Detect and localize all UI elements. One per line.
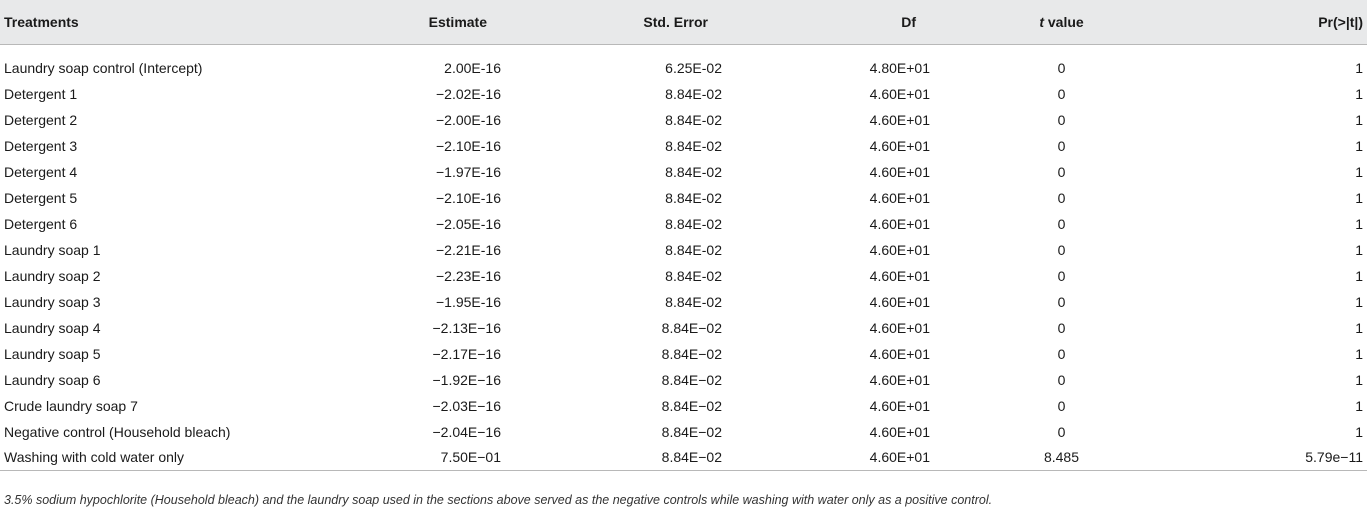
cell-estimate: −2.21E-16 [436,241,501,258]
table-header [0,0,1367,44]
header-row [0,0,1367,44]
cell-std-error: 8.84E−02 [661,345,722,362]
cell-std-error: 8.84E-02 [665,241,722,258]
cell-estimate: −2.13E−16 [432,319,501,336]
cell-std-error: 8.84E−02 [539,445,762,471]
cell-estimate: −2.23E-16 [436,267,501,284]
cell-t-value: 0 [1057,59,1066,76]
cell-t-value: 0 [1057,423,1066,440]
cell-df: 4.80E+01 [869,59,930,76]
cell-df: 4.60E+01 [869,267,930,284]
header-df: Df [762,0,970,44]
cell-std-error: 8.84E-02 [665,189,722,206]
cell-treatment: Laundry soap 6 [4,371,101,388]
cell-std-error: 8.84E-02 [665,293,722,310]
table-row [0,81,1367,107]
table-footnote: 3.5% sodium hypochlorite (Household bleach) and the laundry soap used in the sections above served as the negative controls while washing with water only as a positive control. [4,493,993,507]
cell-estimate: 2.00E-16 [444,59,501,76]
cell-df: 4.60E+01 [869,319,930,336]
table-row [0,419,1367,445]
cell-t-value: 0 [1057,267,1066,284]
cell-t-value: 0 [1057,293,1066,310]
cell-std-error: 6.25E-02 [665,59,722,76]
cell-df: 4.60E+01 [869,397,930,414]
cell-t-value: 8.485 [970,445,1179,471]
cell-estimate: −1.97E-16 [436,163,501,180]
cell-p-value: 1 [1355,241,1363,258]
cell-p-value: 1 [1355,215,1363,232]
header-treatments: Treatments [0,0,313,44]
cell-treatment: Detergent 4 [4,163,78,180]
cell-df: 4.60E+01 [869,293,930,310]
cell-df: 4.60E+01 [869,345,930,362]
cell-t-value: 0 [1057,397,1066,414]
table-row [0,237,1367,263]
cell-treatment: Negative control (Household bleach) [4,423,231,440]
cell-p-value: 1 [1355,111,1363,128]
cell-p-value: 1 [1355,293,1363,310]
table-body [0,44,1367,471]
cell-treatment: Washing with cold water only [0,445,313,471]
cell-p-value: 1 [1355,137,1363,154]
header-t-value [970,0,1179,44]
cell-t-value: 0 [1057,85,1066,102]
cell-p-value: 1 [1355,371,1363,388]
cell-std-error: 8.84E−02 [661,319,722,336]
cell-estimate: −1.95E-16 [436,293,501,310]
cell-estimate: −2.10E-16 [436,137,501,154]
cell-p-value: 1 [1355,397,1363,414]
table-row [0,107,1367,133]
cell-std-error: 8.84E-02 [665,267,722,284]
cell-t-value: 0 [1057,371,1066,388]
cell-std-error: 8.84E-02 [665,137,722,154]
table-row [0,44,1367,81]
cell-t-value: 0 [1057,241,1066,258]
cell-estimate: −2.03E−16 [432,397,501,414]
cell-treatment: Crude laundry soap 7 [4,397,138,414]
cell-p-value: 1 [1355,85,1363,102]
table-row [0,367,1367,393]
cell-std-error: 8.84E−02 [661,423,722,440]
cell-estimate: −2.00E-16 [436,111,501,128]
cell-estimate: −2.17E−16 [432,345,501,362]
cell-p-value: 5.79e−11 [1179,445,1367,471]
cell-estimate: −2.04E−16 [432,423,501,440]
header-t-value-italic-t: t [1039,13,1044,30]
cell-df: 4.60E+01 [869,215,930,232]
cell-treatment: Detergent 6 [4,215,78,232]
table-row [0,289,1367,315]
cell-t-value: 0 [1057,189,1066,206]
cell-df: 4.60E+01 [869,85,930,102]
cell-p-value: 1 [1355,163,1363,180]
cell-t-value: 0 [1057,345,1066,362]
table-row [0,159,1367,185]
cell-t-value: 0 [1057,163,1066,180]
cell-std-error: 8.84E-02 [665,85,722,102]
cell-p-value: 1 [1355,423,1363,440]
cell-treatment: Detergent 1 [4,85,78,102]
table-row [0,185,1367,211]
header-std-error: Std. Error [539,0,762,44]
cell-treatment: Detergent 3 [4,137,78,154]
table-row [0,341,1367,367]
cell-std-error: 8.84E−02 [661,397,722,414]
cell-df: 4.60E+01 [762,445,970,471]
cell-t-value: 0 [1057,215,1066,232]
header-estimate: Estimate [313,0,539,44]
cell-df: 4.60E+01 [869,111,930,128]
cell-treatment: Detergent 5 [4,189,78,206]
cell-p-value: 1 [1355,319,1363,336]
header-t-value-label: value [1043,13,1084,30]
cell-df: 4.60E+01 [869,189,930,206]
table-row [0,211,1367,237]
cell-std-error: 8.84E-02 [665,111,722,128]
cell-estimate: 7.50E−01 [313,445,539,471]
cell-df: 4.60E+01 [869,137,930,154]
cell-p-value: 1 [1355,267,1363,284]
cell-t-value: 0 [1057,111,1066,128]
cell-df: 4.60E+01 [869,371,930,388]
table-row [0,315,1367,341]
cell-std-error: 8.84E-02 [665,163,722,180]
cell-t-value: 0 [1057,137,1066,154]
cell-t-value: 0 [1057,319,1066,336]
cell-treatment: Laundry soap 4 [4,319,101,336]
cell-estimate: −2.05E-16 [436,215,501,232]
cell-df: 4.60E+01 [869,423,930,440]
cell-std-error: 8.84E-02 [665,215,722,232]
cell-treatment: Detergent 2 [4,111,78,128]
cell-std-error: 8.84E−02 [661,371,722,388]
table-row [0,393,1367,419]
cell-treatment: Laundry soap 3 [4,293,101,310]
cell-treatment: Laundry soap 1 [4,241,101,258]
cell-estimate: −1.92E−16 [432,371,501,388]
cell-p-value: 1 [1355,189,1363,206]
table-row [0,133,1367,159]
cell-df: 4.60E+01 [869,163,930,180]
header-p-value: Pr(>|t|) [1179,0,1367,44]
cell-estimate: −2.02E-16 [436,85,501,102]
cell-p-value: 1 [1355,345,1363,362]
cell-p-value: 1 [1355,59,1363,76]
cell-estimate: −2.10E-16 [436,189,501,206]
cell-treatment: Laundry soap control (Intercept) [4,59,203,76]
cell-treatment: Laundry soap 5 [4,345,101,362]
cell-df: 4.60E+01 [869,241,930,258]
table-row [0,263,1367,289]
table-row [0,445,1367,471]
cell-treatment: Laundry soap 2 [4,267,101,284]
